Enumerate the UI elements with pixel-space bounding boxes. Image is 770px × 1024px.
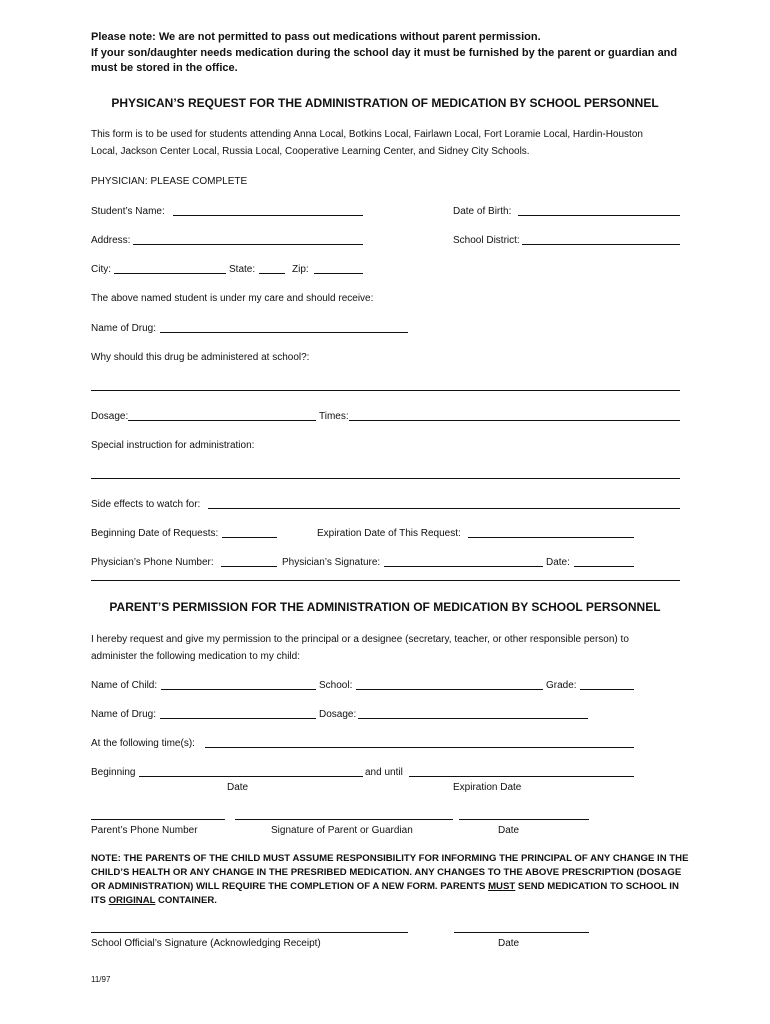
grade-field[interactable]	[580, 689, 634, 690]
notice-line-1: Please note: We are not permitted to pass out medications without parent permission.	[91, 31, 541, 43]
note-line-3-end: SEND MEDICATION TO SCHOOL IN	[515, 881, 679, 892]
times-field[interactable]	[349, 420, 680, 421]
beginning-label: Beginning	[91, 767, 136, 778]
revision-code: 11/97	[91, 975, 111, 984]
parent-phone-caption: Parent’s Phone Number	[91, 825, 198, 836]
notice-line-3: must be stored in the office.	[91, 62, 238, 74]
parent-drug-name-label: Name of Drug:	[91, 709, 157, 720]
beginning-field[interactable]	[139, 776, 363, 777]
note-line-4-end: CONTAINER.	[155, 895, 217, 906]
notice-line-2: If your son/daughter needs medication during the school day it must be furnished by the parent or guardian and	[91, 47, 678, 59]
following-times-label: At the following time(s):	[91, 738, 195, 749]
parent-request-1: I hereby request and give my permission to the principal or a designee (secretary, teacher, or other responsible person) to	[91, 634, 629, 645]
physician-section-title: PHYSICAN’S REQUEST FOR THE ADMINISTRATION OF MEDICATION BY SCHOOL PERSONNEL	[111, 96, 659, 110]
parent-date-caption: Date	[498, 825, 520, 836]
physician-complete-label: PHYSICIAN: PLEASE COMPLETE	[91, 176, 248, 187]
note-line-4	[91, 894, 217, 907]
city-field[interactable]	[114, 273, 226, 274]
beginning-date-caption: Date	[227, 782, 249, 793]
official-signature-field[interactable]	[91, 932, 408, 933]
zip-field[interactable]	[314, 273, 363, 274]
and-until-label: and until	[365, 767, 403, 778]
under-care-text: The above named student is under my care and should receive:	[91, 293, 374, 304]
grade-label: Grade:	[546, 680, 577, 691]
physician-intro-2: Local, Jackson Center Local, Russia Local, Cooperative Learning Center, and Sidney City Schools.	[91, 146, 530, 157]
parent-dosage-field[interactable]	[358, 718, 588, 719]
state-label: State:	[229, 264, 256, 275]
physician-date-label: Date:	[546, 557, 570, 568]
side-effects-label: Side effects to watch for:	[91, 499, 201, 510]
parent-date-field[interactable]	[459, 819, 589, 820]
dosage-field[interactable]	[128, 420, 316, 421]
special-instruction-label: Special instruction for administration:	[91, 440, 255, 451]
parent-signature-caption: Signature of Parent or Guardian	[271, 825, 413, 836]
expiration-date-caption: Expiration Date	[453, 782, 522, 793]
drug-name-field[interactable]	[160, 332, 408, 333]
expiration-date-label: Expiration Date of This Request:	[317, 528, 461, 539]
note-line-3	[91, 880, 679, 893]
physician-phone-field[interactable]	[221, 566, 277, 567]
address-label: Address:	[91, 235, 131, 246]
note-must: MUST	[488, 881, 516, 892]
physician-phone-label: Physician’s Phone Number:	[91, 557, 214, 568]
student-name-label: Student’s Name:	[91, 206, 165, 217]
note-line-3-start: OR ADMINISTRATION) WILL REQUIRE THE COMPLETION OF A NEW FORM. PARENTS	[91, 881, 489, 892]
school-district-label: School District:	[453, 235, 520, 246]
why-label: Why should this drug be administered at school?:	[91, 352, 310, 363]
physician-date-field[interactable]	[574, 566, 634, 567]
zip-label: Zip:	[292, 264, 309, 275]
school-district-field[interactable]	[522, 244, 680, 245]
parent-signature-field[interactable]	[235, 819, 453, 820]
physician-signature-label: Physician’s Signature:	[282, 557, 381, 568]
and-until-field[interactable]	[409, 776, 634, 777]
parent-dosage-label: Dosage:	[319, 709, 357, 720]
times-label: Times:	[319, 411, 349, 422]
parent-request-2: administer the following medication to my child:	[91, 651, 300, 662]
dob-label: Date of Birth:	[453, 206, 512, 217]
school-label: School:	[319, 680, 353, 691]
beginning-date-field[interactable]	[222, 537, 277, 538]
why-field[interactable]	[91, 390, 680, 391]
following-times-field[interactable]	[205, 747, 634, 748]
school-field[interactable]	[356, 689, 543, 690]
side-effects-field[interactable]	[208, 508, 680, 509]
official-date-caption: Date	[498, 938, 520, 949]
parent-drug-name-field[interactable]	[160, 718, 316, 719]
physician-signature-field[interactable]	[384, 566, 543, 567]
parent-section-title: PARENT’S PERMISSION FOR THE ADMINISTRATION OF MEDICATION BY SCHOOL PERSONNEL	[109, 600, 661, 614]
city-label: City:	[91, 264, 111, 275]
official-signature-caption: School Official’s Signature (Acknowledging Receipt)	[91, 938, 321, 949]
expiration-date-field[interactable]	[468, 537, 634, 538]
section-divider	[91, 580, 680, 581]
student-name-field[interactable]	[173, 215, 363, 216]
beginning-date-label: Beginning Date of Requests:	[91, 528, 219, 539]
child-name-field[interactable]	[161, 689, 316, 690]
special-instruction-field[interactable]	[91, 478, 680, 479]
child-name-label: Name of Child:	[91, 680, 158, 691]
parent-phone-field[interactable]	[91, 819, 225, 820]
official-date-field[interactable]	[454, 932, 589, 933]
note-original: ORIGINAL	[108, 895, 156, 906]
dob-field[interactable]	[518, 215, 680, 216]
note-line-1: NOTE: THE PARENTS OF THE CHILD MUST ASSUME RESPONSIBILITY FOR INFORMING THE PRINCIPAL OF ANY CHANGE IN THE	[91, 853, 689, 864]
address-field[interactable]	[133, 244, 363, 245]
state-field[interactable]	[259, 273, 285, 274]
physician-intro-1: This form is to be used for students attending Anna Local, Botkins Local, Fairlawn Local, Fort Loramie Local, Hardin-Houston	[91, 129, 643, 140]
note-line-4-start: ITS	[91, 895, 109, 906]
dosage-label: Dosage:	[91, 411, 129, 422]
drug-name-label: Name of Drug:	[91, 323, 157, 334]
note-line-2: CHILD’S HEALTH OR ANY CHANGE IN THE PRESRIBED MEDICATION. ANY CHANGES TO THE ABOVE PRESCRIPTION (DOSAGE	[91, 867, 682, 878]
